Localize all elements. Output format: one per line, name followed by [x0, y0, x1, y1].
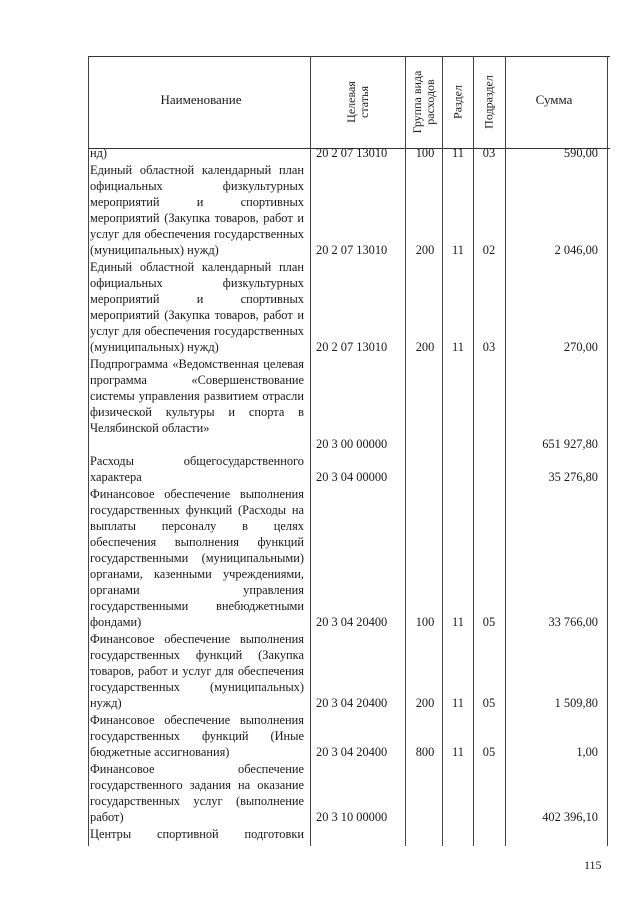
- row-expense-group: 100: [415, 615, 435, 629]
- header-subsection: Подраздел: [481, 75, 496, 129]
- row-description: Подпрограмма «Ведомственная целевая программа «Совершенствование системы управления развитием отрасли физической культуры и спорта в Челябинской области»: [90, 357, 304, 435]
- row-sum: 35 276,80: [548, 470, 598, 484]
- row-sum: 33 766,00: [548, 615, 598, 629]
- row-target-article: 20 3 00 00000: [316, 437, 388, 451]
- column-divider: [310, 56, 311, 846]
- row-target-article: 20 2 07 13010: [316, 243, 388, 257]
- header-sum: Сумма: [535, 92, 573, 107]
- row-section: 11: [452, 340, 464, 354]
- column-divider: [442, 56, 443, 846]
- header-name: Наименование: [160, 92, 242, 107]
- header-top-border: [88, 56, 610, 57]
- row-subsection: 05: [482, 615, 496, 629]
- row-description: Расходы общегосударственного характера: [90, 454, 304, 484]
- row-description: Единый областной календарный план официальных физкультурных мероприятий и спортивных мероприятий (Закупка товаров, работ и услуг для обеспечения государственных (муниципальных) нужд): [90, 260, 304, 354]
- row-expense-group: 200: [415, 340, 435, 354]
- row-section: 11: [452, 615, 464, 629]
- row-section: 11: [452, 146, 464, 160]
- row-sum: 651 927,80: [542, 437, 598, 451]
- row-target-article: 20 2 07 13010: [316, 146, 388, 160]
- row-sum: 2 046,00: [554, 243, 598, 257]
- column-divider: [473, 56, 474, 846]
- header-target-article: Целевая статья: [344, 81, 371, 123]
- row-subsection: 05: [482, 696, 496, 710]
- column-divider: [88, 56, 89, 846]
- row-target-article: 20 3 10 00000: [316, 810, 388, 824]
- row-sum: 1,00: [576, 745, 598, 759]
- row-subsection: 03: [482, 340, 496, 354]
- row-description: Финансовое обеспечение выполнения государственных функций (Иные бюджетные ассигнования): [90, 713, 304, 759]
- row-sum: 270,00: [563, 340, 598, 354]
- column-divider: [505, 56, 506, 846]
- row-description: Единый областной календарный план официальных физкультурных мероприятий и спортивных мероприятий (Закупка товаров, работ и услуг для обеспечения государственных (муниципальных) нужд): [90, 163, 304, 257]
- row-description: Финансовое обеспечение государственного задания на оказание государственных услуг (выполнение работ): [90, 762, 304, 824]
- row-expense-group: 200: [415, 243, 435, 257]
- header-section: Раздел: [450, 85, 465, 119]
- row-section: 11: [452, 696, 464, 710]
- header-expense-group: Группа вида расходов: [410, 70, 437, 134]
- row-sum: 590,00: [563, 146, 598, 160]
- row-expense-group: 200: [415, 696, 435, 710]
- row-expense-group: 800: [415, 745, 435, 759]
- row-description: Финансовое обеспечение выполнения государственных функций (Закупка товаров, работ и услуг для обеспечения государственных (муниципальных) нужд): [90, 632, 304, 710]
- page-number: 115: [584, 858, 602, 872]
- row-expense-group: 100: [415, 146, 435, 160]
- column-divider: [405, 56, 406, 846]
- row-description: нд): [90, 146, 108, 160]
- row-target-article: 20 2 07 13010: [316, 340, 388, 354]
- row-subsection: 02: [482, 243, 496, 257]
- row-target-article: 20 3 04 00000: [316, 470, 388, 484]
- row-description: Центры спортивной подготовки: [90, 827, 304, 841]
- row-target-article: 20 3 04 20400: [316, 745, 388, 759]
- row-target-article: 20 3 04 20400: [316, 615, 388, 629]
- row-section: 11: [452, 243, 464, 257]
- row-sum: 1 509,80: [554, 696, 598, 710]
- row-subsection: 05: [482, 745, 496, 759]
- row-target-article: 20 3 04 20400: [316, 696, 388, 710]
- column-divider: [607, 56, 608, 846]
- row-section: 11: [452, 745, 464, 759]
- row-description: Финансовое обеспечение выполнения государственных функций (Расходы на выплаты персоналу в целях обеспечения выполнения функций государственными (муниципальными) органами, казенными учреждениями, органами управления государственными внебюджетными фондами): [90, 487, 304, 629]
- row-subsection: 03: [482, 146, 496, 160]
- row-sum: 402 396,10: [542, 810, 598, 824]
